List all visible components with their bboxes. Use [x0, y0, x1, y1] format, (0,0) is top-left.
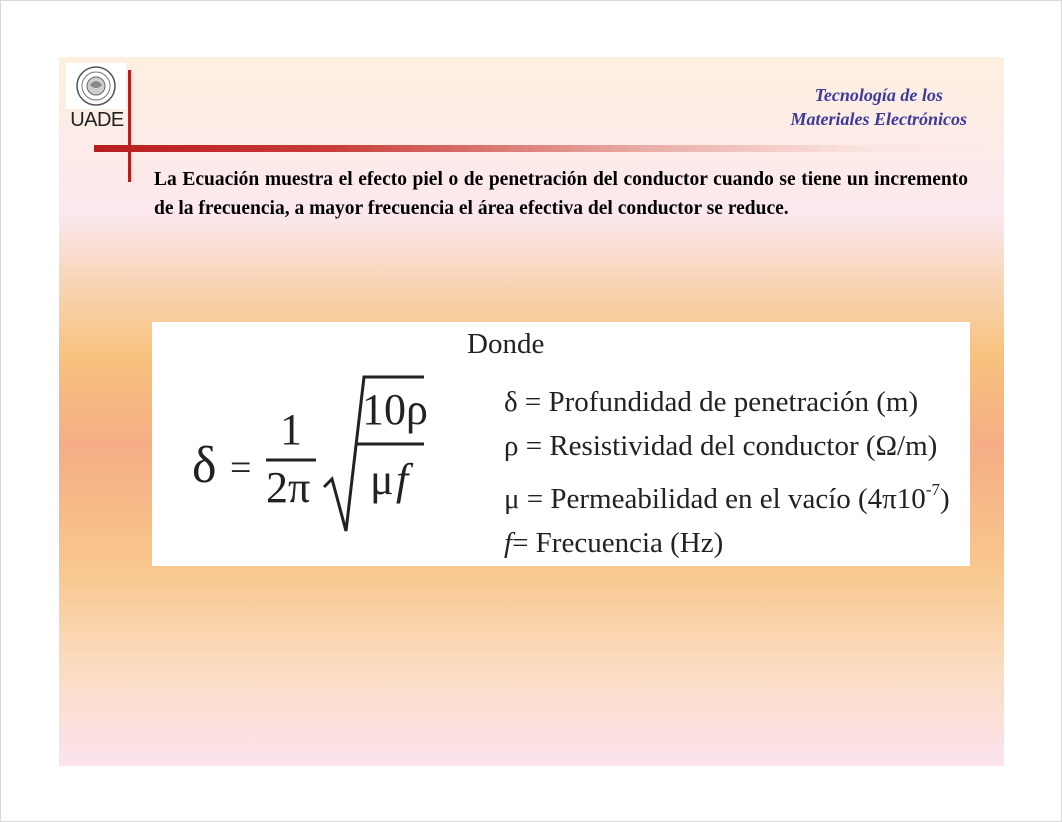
donde-label: Donde	[467, 328, 545, 360]
formula-figure	[152, 322, 970, 566]
formula-denominator: 2π	[266, 463, 311, 512]
definition-f-text: = Frecuencia (Hz)	[512, 527, 724, 559]
definition-f	[504, 521, 950, 565]
definition-rho: ρ = Resistividad del conductor (Ω/m)	[504, 430, 938, 462]
definition-mu-close: )	[939, 483, 950, 515]
course-title-line1: Tecnología de los	[814, 85, 943, 105]
course-title	[791, 83, 968, 131]
university-seal-icon	[66, 63, 126, 109]
formula-delta: δ	[192, 437, 217, 494]
definition-mu-text: μ = Permeabilidad en el vacío (4π10	[504, 483, 926, 515]
definitions-list	[504, 380, 950, 565]
logo-text: UADE	[70, 109, 124, 131]
red-horizontal-rule	[94, 145, 994, 152]
root-denominator-f: f	[396, 455, 409, 504]
skin-depth-formula	[192, 372, 442, 532]
formula-equals: =	[230, 447, 252, 489]
root-numerator: 10ρ	[362, 385, 428, 434]
body-paragraph: La Ecuación muestra el efecto piel o de penetración del conductor cuando se tiene un incremento de la frecuencia, a mayor frecuencia el área efectiva del conductor se reduce.	[154, 169, 968, 219]
definition-mu	[504, 468, 950, 521]
definition-f-symbol: f	[504, 527, 513, 559]
uade-logo	[66, 63, 126, 133]
red-vertical-rule	[128, 70, 131, 182]
course-title-line2: Materiales Electrónicos	[790, 109, 967, 129]
root-denominator-mu: μ	[370, 455, 394, 504]
definition-mu-exponent: -7	[925, 480, 940, 499]
definition-delta: δ = Profundidad de penetración (m)	[504, 386, 919, 418]
formula-numerator: 1	[280, 405, 302, 454]
